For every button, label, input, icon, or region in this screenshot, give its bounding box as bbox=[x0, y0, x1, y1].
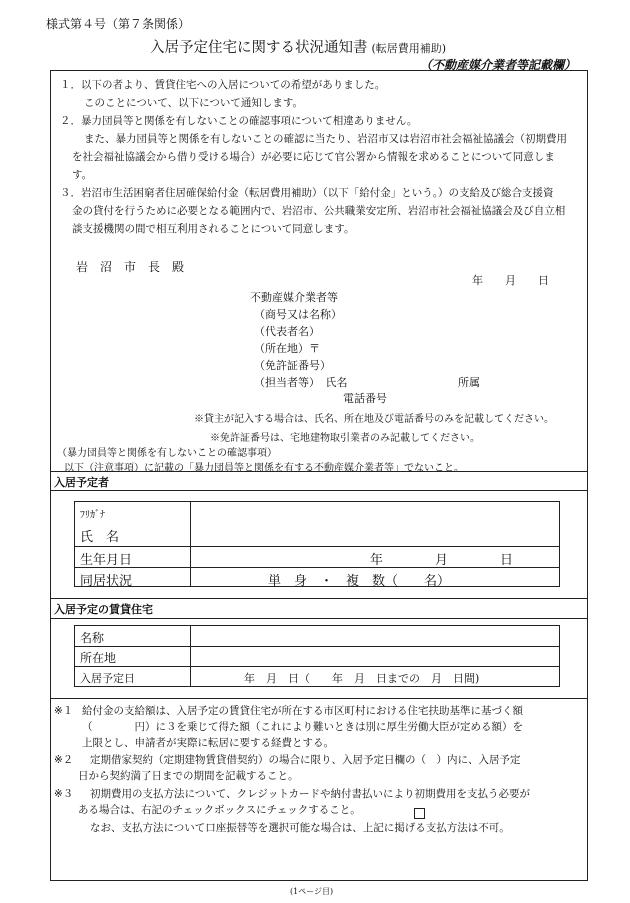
note1-line3: 上限とし、申請者が実際に転居に要する経費とする。 bbox=[82, 737, 334, 749]
agent-license[interactable]: （免許証番号） bbox=[254, 359, 331, 372]
agent-phone[interactable]: 電話番号 bbox=[343, 392, 387, 405]
page-footer: (1ページ目) bbox=[290, 887, 334, 896]
note3-mark: ※３ bbox=[54, 788, 74, 800]
intro-item3-line2: 金の貸付を行うために必要となる範囲内で、岩沼市、公共職業安定所、岩沼市社会福祉協議会及び自立相 bbox=[72, 205, 566, 217]
confirm-text: 以下（注意事項）に記載の「暴力団員等と関係を有する不動産媒介業者等」でないこと。 bbox=[64, 463, 464, 474]
move-in-date-label: 入居予定日 bbox=[80, 672, 135, 685]
note1-line2: （ 円）に３を乗じて得た額（これにより難いときは別に厚生労働大臣が定める額）を bbox=[82, 721, 523, 733]
note2-line1: 定期借家契約（定期建物賃貸借契約）の場合に限り、入居予定日欄の（ ）内に、入居予定 bbox=[90, 754, 521, 766]
note1-mark: ※１ bbox=[54, 705, 74, 717]
page-title bbox=[150, 36, 446, 57]
note1-line1: 給付金の支給額は、入居予定の賃貸住宅が所在する市区町村における住宅扶助基準に基づく額 bbox=[82, 705, 523, 717]
agent-affiliation[interactable]: 所属 bbox=[458, 376, 480, 389]
household-value[interactable]: 単 身 ・ 複 数（ 名） bbox=[268, 574, 451, 589]
agent-representative[interactable]: （代表者名） bbox=[254, 325, 320, 338]
intro-item1-line2: このことについて、以下について通知します。 bbox=[84, 97, 304, 109]
housing-name-label: 名称 bbox=[80, 631, 105, 645]
divider bbox=[50, 598, 588, 599]
intro-item3-line1: ３．岩沼市生活困窮者住居確保給付金（転居費用補助）（以下「給付金」という。）の支給及び総合支援資 bbox=[60, 187, 554, 199]
confirm-heading: （暴力団員等と関係を有しないことの確認事項） bbox=[57, 448, 277, 459]
agent-note1: ※貸主が記入する場合は、氏名、所在地及び電話番号のみを記載してください。 bbox=[194, 414, 554, 425]
intro-item1-line1: １．以下の者より、賃貸住宅への入居についての希望がありました。 bbox=[60, 79, 386, 91]
intro-item2-line1: ２．暴力団員等と関係を有しないことの確認事項について相違ありません。 bbox=[60, 115, 418, 127]
divider bbox=[50, 698, 588, 699]
divider bbox=[190, 625, 191, 687]
intro-item2-line4: す。 bbox=[72, 169, 93, 181]
agent-trade-name[interactable]: （商号又は名称） bbox=[254, 308, 342, 321]
date-field[interactable]: 年 月 日 bbox=[472, 274, 549, 287]
note3-line3: なお、支払方法について口座振替等を選択可能な場合は、上記に掲げる支払方法は不可。 bbox=[90, 822, 510, 834]
form-number: 様式第４号（第７条関係） bbox=[46, 17, 191, 31]
intro-item2-line3: を社会福祉協議会から借り受ける場合）が必要に応じて官公署から情報を求めることについて同意しま bbox=[72, 151, 555, 163]
divider bbox=[74, 546, 560, 547]
divider bbox=[74, 666, 560, 667]
addressee: 岩 沼 市 長 殿 bbox=[76, 260, 185, 274]
agent-heading: 不動産媒介業者等 bbox=[250, 291, 338, 304]
resident-section-title: 入居予定者 bbox=[54, 476, 109, 489]
move-in-date-value[interactable]: 年 月 日（ 年 月 日までの 月 日間) bbox=[244, 672, 480, 685]
agent-contact[interactable]: （担当者等） 氏名 bbox=[254, 376, 348, 389]
divider bbox=[50, 471, 588, 472]
resident-name-label: 氏 名 bbox=[80, 530, 120, 545]
divider bbox=[74, 646, 560, 647]
birth-label: 生年月日 bbox=[80, 553, 133, 568]
note2-line2: 日から契約満了日までの期間を記載すること。 bbox=[78, 770, 299, 782]
housing-section-title: 入居予定の賃貸住宅 bbox=[54, 603, 153, 616]
agent-note2: ※免許証番号は、宅地建物取引業者のみ記載してください。 bbox=[210, 433, 480, 444]
intro-item3-line3: 談支援機関の間で相互利用されることについて同意します。 bbox=[72, 223, 355, 235]
page-subtitle: （不動産媒介業者等記載欄） bbox=[420, 58, 577, 72]
furigana-label: ﾌﾘｶﾞﾅ bbox=[80, 510, 105, 521]
divider bbox=[50, 490, 588, 491]
title-main: 入居予定住宅に関する状況通知書 bbox=[150, 40, 368, 56]
checkbox-icon bbox=[414, 808, 425, 819]
divider bbox=[190, 501, 191, 587]
note3-line1: 初期費用の支払方法について、クレジットカードや納付書払いにより初期費用を支払う必要が bbox=[90, 788, 531, 800]
housing-address-label: 所在地 bbox=[80, 651, 117, 665]
household-label: 同居状況 bbox=[80, 574, 133, 589]
title-sub: (転居費用補助) bbox=[371, 42, 447, 55]
divider bbox=[50, 618, 588, 619]
birth-value[interactable]: 年 月 日 bbox=[370, 553, 514, 568]
note3-line2: ある場合は、右記のチェックボックスにチェックすること。 bbox=[78, 804, 361, 816]
agent-address[interactable]: （所在地）〒 bbox=[254, 342, 320, 355]
intro-item2-line2: また、暴力団員等と関係を有しないことの確認に当たり、岩沼市又は岩沼市社会福祉協議会（初期費用 bbox=[84, 133, 567, 145]
note2-mark: ※２ bbox=[54, 754, 74, 766]
